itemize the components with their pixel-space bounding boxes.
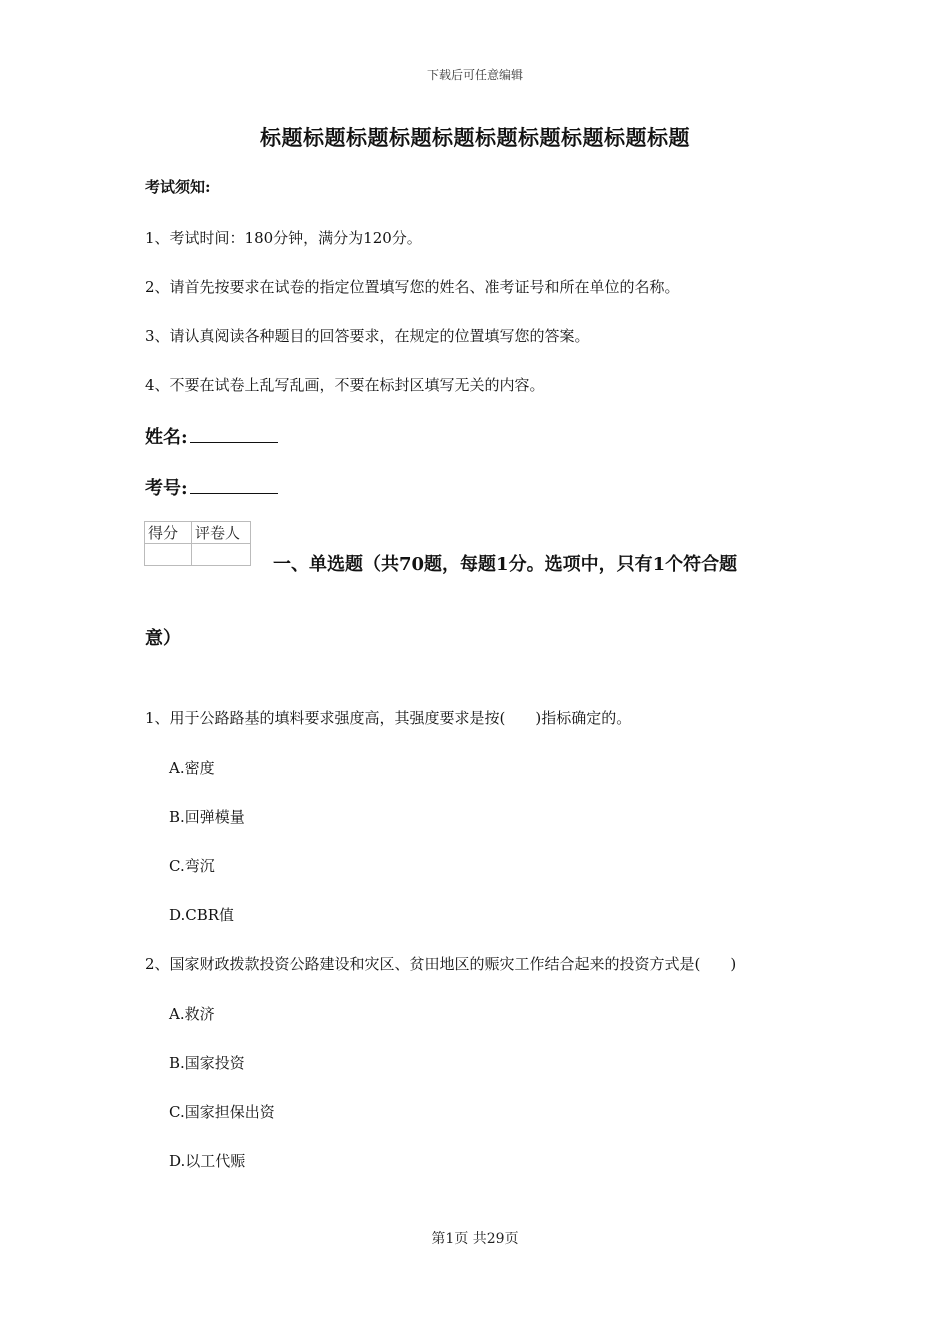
question-1: 1、用于公路路基的填料要求强度高，其强度要求是按( )指标确定的。 bbox=[145, 709, 632, 727]
grader-cell bbox=[192, 544, 251, 566]
notice-item: 1、考试时间：180分钟，满分为120分。 bbox=[145, 229, 422, 247]
question-1-option-a: A.密度 bbox=[169, 759, 215, 777]
notice-item: 2、请首先按要求在试卷的指定位置填写您的姓名、准考证号和所在单位的名称。 bbox=[145, 278, 680, 296]
section-heading-continued: 意） bbox=[145, 628, 181, 649]
notice-heading: 考试须知: bbox=[145, 178, 211, 196]
exam-id-field[interactable] bbox=[145, 474, 278, 500]
exam-id-label: 考号: bbox=[145, 478, 188, 499]
score-cell bbox=[145, 544, 192, 566]
question-2: 2、国家财政拨款投资公路建设和灾区、贫田地区的赈灾工作结合起来的投资方式是( ) bbox=[145, 955, 737, 973]
grader-header: 评卷人 bbox=[192, 522, 251, 544]
page-title: 标题标题标题标题标题标题标题标题标题标题 bbox=[260, 125, 690, 150]
question-2-option-c: C.国家担保出资 bbox=[169, 1103, 275, 1121]
score-header: 得分 bbox=[145, 522, 192, 544]
exam-id-blank-line[interactable] bbox=[190, 475, 278, 494]
name-blank-line[interactable] bbox=[190, 424, 278, 443]
notice-item: 3、请认真阅读各种题目的回答要求，在规定的位置填写您的答案。 bbox=[145, 327, 590, 345]
question-1-option-d: D.CBR值 bbox=[169, 906, 235, 924]
name-label: 姓名: bbox=[145, 427, 188, 448]
section-heading: 一、单选题（共70题，每题1分。选项中，只有1个符合题 bbox=[273, 554, 738, 575]
question-1-option-c: C.弯沉 bbox=[169, 857, 215, 875]
question-2-option-a: A.救济 bbox=[169, 1005, 215, 1023]
question-1-option-b: B.回弹模量 bbox=[169, 808, 245, 826]
score-table bbox=[144, 521, 251, 566]
page-footer: 第1页 共29页 bbox=[431, 1231, 519, 1247]
question-2-option-d: D.以工代赈 bbox=[169, 1152, 246, 1170]
name-field[interactable] bbox=[145, 423, 278, 449]
header-note: 下载后可任意编辑 bbox=[426, 68, 523, 82]
question-2-option-b: B.国家投资 bbox=[169, 1054, 245, 1072]
notice-item: 4、不要在试卷上乱写乱画，不要在标封区填写无关的内容。 bbox=[145, 376, 545, 394]
